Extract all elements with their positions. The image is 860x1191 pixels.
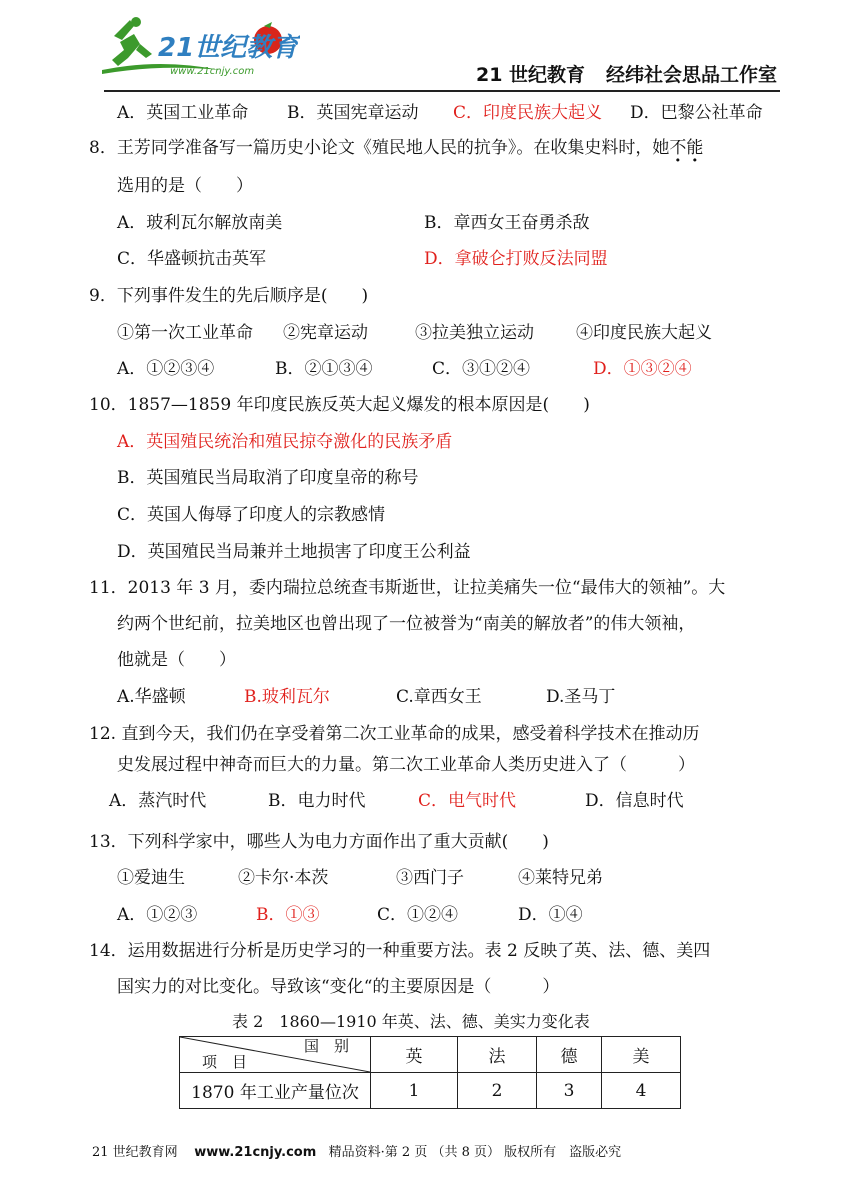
- cell-france: 2: [458, 1073, 537, 1109]
- q7-option-d: D．巴黎公社革命: [630, 103, 763, 123]
- q11-option-c: C.章西女王: [396, 687, 482, 707]
- column-header-germany: 德: [537, 1037, 602, 1073]
- site-logo: [100, 14, 300, 84]
- cell-usa: 4: [602, 1073, 681, 1109]
- q11-stem-line1: 11．2013 年 3 月，委内瑞拉总统查韦斯逝世，让拉美痛失一位“最伟大的领袖”。大: [89, 578, 726, 598]
- q9-option-d-answer: D．①③②④: [593, 359, 692, 379]
- q13-option-a: A．①②③: [117, 905, 198, 925]
- header-studio-name: 经纬社会思品工作室: [606, 64, 778, 86]
- q8-option-c: C．华盛顿抗击英军: [117, 249, 267, 269]
- column-header-usa: 美: [602, 1037, 681, 1073]
- q13-item-3: ③西门子: [396, 868, 464, 888]
- q13-option-c: C．①②④: [377, 905, 459, 925]
- q13-item-2: ②卡尔·本茨: [238, 868, 329, 888]
- q9-option-a: A．①②③④: [117, 359, 215, 379]
- q7-option-b: B．英国宪章运动: [287, 103, 419, 123]
- q8-emphasis-neng: 能: [686, 138, 704, 158]
- q13-item-1: ①爱迪生: [117, 868, 185, 888]
- q9-item-4: ④印度民族大起义: [576, 323, 712, 343]
- q12-stem-line1: 12. 直到今天，我们仍在享受着第二次工业革命的成果，感受着科学技术在推动历: [89, 724, 700, 744]
- q8-stem-line2: 选用的是（ ）: [117, 176, 253, 196]
- q10-option-d: D．英国殖民当局兼并土地损害了印度王公利益: [117, 542, 471, 562]
- q9-item-2: ②宪章运动: [283, 323, 368, 343]
- q8-emphasis-bu: 不: [669, 138, 687, 158]
- q12-stem-line2: 史发展过程中神奇而巨大的力量。第二次工业革命人类历史进入了（ ）: [117, 755, 695, 775]
- cell-uk: 1: [371, 1073, 458, 1109]
- table-corner-cell: [180, 1037, 371, 1073]
- header-site-name: 21 世纪教育: [476, 64, 586, 86]
- q10-option-c: C．英国人侮辱了印度人的宗教感情: [117, 505, 386, 525]
- q11-stem-line2: 约两个世纪前，拉美地区也曾出现了一位被誉为“南美的解放者”的伟大领袖，: [117, 614, 696, 634]
- table-header-row: [180, 1037, 681, 1073]
- q12-option-d: D．信息时代: [585, 791, 684, 811]
- q12-option-b: B．电力时代: [268, 791, 366, 811]
- footer-copyright: 精品资料·第 2 页 （共 8 页） 版权所有 盗版必究: [328, 1145, 622, 1160]
- logo-url: www.21cnjy.com: [170, 66, 255, 77]
- logo-text: 21世纪教育: [158, 33, 299, 63]
- q8-stem: 8．王芳同学准备写一篇历史小论文《殖民地人民的抗争》。在收集史料时，她不能: [89, 138, 704, 158]
- q9-option-c: C．③①②④: [432, 359, 531, 379]
- q9-option-b: B．②①③④: [275, 359, 373, 379]
- q14-stem-line1: 14．运用数据进行分析是历史学习的一种重要方法。表 2 反映了英、法、德、美四: [89, 941, 711, 961]
- footer: [92, 1141, 621, 1160]
- corner-label-item: 项 目: [202, 1053, 248, 1071]
- q11-stem-line3: 他就是（ ）: [117, 650, 236, 670]
- cell-germany: 3: [537, 1073, 602, 1109]
- column-header-france: 法: [458, 1037, 537, 1073]
- q14-stem-line2: 国实力的对比变化。导致该“变化“的主要原因是（ ）: [117, 977, 560, 997]
- q10-option-a-answer: A．英国殖民统治和殖民掠夺激化的民族矛盾: [117, 432, 453, 452]
- table-row: [180, 1073, 681, 1109]
- header-rule: [104, 90, 780, 92]
- q12-option-a: A．蒸汽时代: [109, 791, 207, 811]
- q12-option-c-answer: C．电气时代: [418, 791, 517, 811]
- q13-item-4: ④莱特兄弟: [518, 868, 603, 888]
- q8-option-d-answer: D．拿破仑打败反法同盟: [424, 249, 608, 269]
- q9-stem: 9．下列事件发生的先后顺序是( ): [89, 286, 369, 306]
- strength-comparison-table: [179, 1036, 681, 1109]
- q9-item-1: ①第一次工业革命: [117, 323, 253, 343]
- q8-option-a: A．玻利瓦尔解放南美: [117, 213, 283, 233]
- row-label: 1870 年工业产量位次: [180, 1073, 371, 1109]
- q13-option-b-answer: B．①③: [256, 905, 320, 925]
- q10-option-b: B．英国殖民当局取消了印度皇帝的称号: [117, 468, 419, 488]
- q7-option-c-answer: C．印度民族大起义: [453, 103, 603, 123]
- q8-option-b: B．章西女王奋勇杀敌: [424, 213, 590, 233]
- q10-stem: 10．1857—1859 年印度民族反英大起义爆发的根本原因是( ): [89, 395, 590, 415]
- q13-stem: 13．下列科学家中，哪些人为电力方面作出了重大贡献( ): [89, 832, 549, 852]
- column-header-uk: 英: [371, 1037, 458, 1073]
- q11-option-d: D.圣马丁: [546, 687, 616, 707]
- q9-item-3: ③拉美独立运动: [415, 323, 534, 343]
- corner-label-country: 国 别: [304, 1037, 350, 1055]
- table-caption: 表 2 1860—1910 年英、法、德、美实力变化表: [232, 1012, 590, 1031]
- q7-option-a: A．英国工业革命: [117, 103, 249, 123]
- q13-option-d: D．①④: [518, 905, 583, 925]
- q11-option-a: A.华盛顿: [117, 687, 186, 707]
- footer-site: 21 世纪教育网: [92, 1145, 178, 1160]
- footer-url[interactable]: www.21cnjy.com: [194, 1145, 317, 1160]
- q11-option-b-answer: B.玻利瓦尔: [244, 687, 330, 707]
